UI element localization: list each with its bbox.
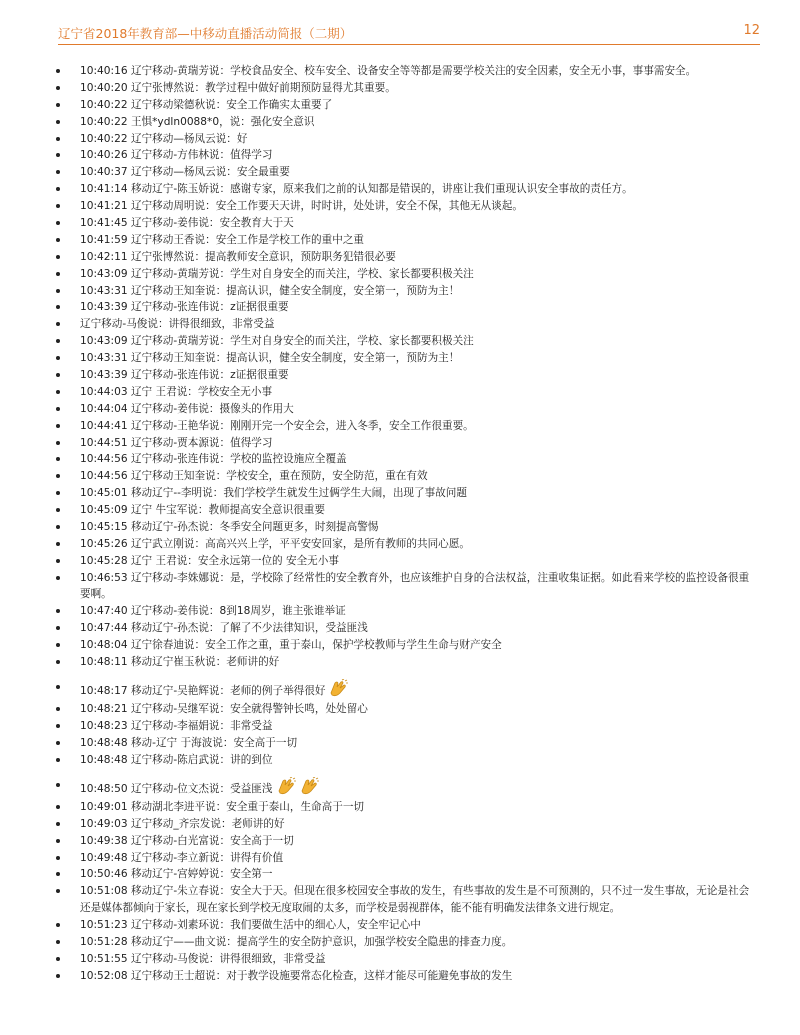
list-item: 10:43:39 辽宁移动-张连伟说：z证据很重要 [56,367,756,384]
list-item: 10:41:21 辽宁移动周明说：安全工作要天天讲，时时讲，处处讲，安全不保，其他无从谈起。 [56,198,756,215]
list-item: 10:40:22 辽宁移动梁德秋说：安全工作确实太重要了 [56,97,756,114]
bullet [56,525,60,529]
list-item: 10:44:41 辽宁移动-王艳华说：刚刚开完一个安全会，进入冬季，安全工作很重要。 [56,418,756,435]
list-item: 10:41:59 辽宁移动王香说：安全工作是学校工作的重中之重 [56,232,756,249]
list-item: 10:48:21 辽宁移动-吴继军说：安全就得警钟长鸣，处处留心 [56,701,756,718]
bullet [56,390,60,394]
bullet [56,559,60,563]
list-item: 10:47:40 辽宁移动-姜伟说：8到18周岁，谁主张谁举证 [56,603,756,620]
bullet [56,322,60,326]
bullet [56,889,60,893]
bullet [56,339,60,343]
bullet [56,187,60,191]
bullet [56,170,60,174]
bullet [56,643,60,647]
list-item: 10:48:48 辽宁移动-陈启武说：讲的到位 [56,752,756,769]
list-item: 10:44:56 辽宁移动-张连伟说：学校的监控设施应全覆盖 [56,451,756,468]
bullet [56,272,60,276]
list-item: 10:40:22 辽宁移动—杨凤云说：好 [56,131,756,148]
bullet [56,153,60,157]
list-item: 10:48:04 辽宁徐春迪说：安全工作之重，重于泰山，保护学校教师与学生生命与财产安全 [56,637,756,654]
list-item: 10:41:14 移动辽宁-陈玉娇说：感谢专家，原来我们之前的认知都是错误的，讲座让我们重现认识安全事故的责任方。 [56,181,756,198]
list-item: 10:44:56 辽宁移动王知奎说：学校安全，重在预防，安全防范，重在有效 [56,468,756,485]
list-item: 10:45:28 辽宁 王君说：安全永远第一位的 安全无小事 [56,553,756,570]
bullet [56,221,60,225]
bullet [56,940,60,944]
bullet [56,822,60,826]
list-item: 10:41:45 辽宁移动-姜伟说：安全教育大于天 [56,215,756,232]
header-title: 辽宁省2018年教育部—中移动直播活动简报（二期） [58,26,353,41]
list-item: 10:45:01 移动辽宁--李明说：我们学校学生就发生过俩学生大闹，出现了事故问题 [56,485,756,502]
list-item: 10:49:38 辽宁移动-白光富说：安全高于一切 [56,833,756,850]
list-item: 10:43:09 辽宁移动-黄瑞芳说：学生对自身安全的而关注，学校、家长都要积极关注 [56,333,756,350]
list-item: 10:40:20 辽宁张博然说：教学过程中做好前期预防显得尤其重要。 [56,80,756,97]
list-item: 10:40:22 王惧*ydln0088*0，说：强化安全意识 [56,114,756,131]
bullet [56,491,60,495]
bullet [56,407,60,411]
bullet [56,86,60,90]
list-item: 10:52:08 辽宁移动王士超说：对于教学设施要常态化检查，这样才能尽可能避免事故的发生 [56,968,756,985]
bullet [56,783,60,787]
bullet [56,856,60,860]
list-item: 10:43:31 辽宁移动王知奎说：提高认识，健全安全制度，安全第一，预防为主！ [56,350,756,367]
chat-log-list [56,63,756,984]
bullet [56,424,60,428]
list-item: 10:43:31 辽宁移动王知奎说：提高认识，健全安全制度，安全第一，预防为主！ [56,283,756,300]
bullet [56,441,60,445]
list-item: 10:40:16 辽宁移动-黄瑞芳说：学校食品安全、校车安全、设备安全等等都是需要学校关注的安全因素，安全无小事，事事需安全。 [56,63,756,80]
bullet [56,137,60,141]
list-item: 10:44:51 辽宁移动-贾本源说：值得学习 [56,435,756,452]
bullet [56,356,60,360]
list-item: 10:49:48 辽宁移动-李立新说：讲得有价值 [56,850,756,867]
bullet [56,238,60,242]
bullet [56,724,60,728]
list-item: 10:48:23 辽宁移动-李福娟说：非常受益 [56,718,756,735]
list-item: 10:51:23 辽宁移动-刘素环说：我们要做生活中的细心人，安全牢记心中 [56,917,756,934]
list-item: 10:49:03 辽宁移动_齐宗发说：老师讲的好 [56,816,756,833]
bullet [56,609,60,613]
bullet [56,255,60,259]
list-item: 10:43:39 辽宁移动-张连伟说：z证据很重要 [56,299,756,316]
bullet [56,204,60,208]
list-item: 10:42:11 辽宁张博然说：提高教师安全意识，预防职务犯错很必要 [56,249,756,266]
bullet [56,373,60,377]
bullet [56,120,60,124]
list-item: 10:40:26 辽宁移动-方伟林说：值得学习 [56,147,756,164]
list-item: 10:48:11 移动辽宁崔玉秋说：老师讲的好 [56,654,756,671]
bullet [56,69,60,73]
bullet [56,872,60,876]
clapping-hands-icon [299,777,319,795]
list-item: 10:45:09 辽宁 牛宝军说：教师提高安全意识很重要 [56,502,756,519]
list-item: 10:48:48 移动-辽宁 于海波说：安全高于一切 [56,735,756,752]
bullet [56,660,60,664]
list-item: 10:44:04 辽宁移动-姜伟说：摄像头的作用大 [56,401,756,418]
bullet [56,923,60,927]
bullet [56,741,60,745]
bullet [56,957,60,961]
list-item: 10:50:46 移动辽宁-宫婷婷说：安全第一 [56,866,756,883]
list-item: 10:51:28 移动辽宁——曲文说：提高学生的安全防护意识，加强学校安全隐患的排查力度。 [56,934,756,951]
bullet [56,289,60,293]
bullet [56,457,60,461]
clapping-hands-icon [328,679,348,697]
bullet [56,103,60,107]
bullet [56,474,60,478]
page-number: 12 [743,23,760,38]
bullet [56,542,60,546]
list-item: 10:46:53 辽宁移动-李姝娜说：是，学校除了经常性的安全教育外，也应该维护自身的合法权益，注重收集证据。如此看来学校的监控设备很重要啊。 [56,570,756,603]
list-item: 10:51:08 移动辽宁-朱立春说：安全大于天。但现在很多校园安全事故的发生，有些事故的发生是不可预测的，只不过一发生事故，无论是社会还是媒体都倾向于家长，现在家长到学校无度取闹的太多，而学校是弱视群体，能不能有明确发法律条文进行规定。 [56,883,756,916]
bullet [56,805,60,809]
list-item: 10:44:03 辽宁 王君说：学校安全无小事 [56,384,756,401]
list-item: 10:43:09 辽宁移动-黄瑞芳说：学生对自身安全的而关注，学校、家长都要积极关注 [56,266,756,283]
bullet [56,685,60,689]
bullet [56,839,60,843]
list-item: 10:48:17 移动辽宁-吴艳辉说：老师的例子举得很好 [56,679,756,700]
bullet [56,305,60,309]
bullet [56,576,60,580]
list-item: 10:49:01 移动湖北李进平说：安全重于泰山，生命高于一切 [56,799,756,816]
page-header [58,20,760,45]
list-item: 10:45:15 移动辽宁-孙杰说：冬季安全问题更多，时刻提高警惕 [56,519,756,536]
list-item: 10:45:26 辽宁武立刚说：高高兴兴上学，平平安安回家，是所有教师的共同心愿。 [56,536,756,553]
bullet [56,508,60,512]
bullet [56,974,60,978]
list-item: 10:40:37 辽宁移动—杨凤云说：安全最重要 [56,164,756,181]
clapping-hands-icon [276,777,296,795]
list-item: 辽宁移动-马俊说：讲得很细致，非常受益 [56,316,756,333]
bullet [56,626,60,630]
bullet [56,758,60,762]
bullet [56,707,60,711]
list-item: 10:48:50 辽宁移动-位文杰说：受益匪浅 [56,777,756,798]
list-item: 10:47:44 移动辽宁-孙杰说：了解了不少法律知识，受益匪浅 [56,620,756,637]
list-item: 10:51:55 辽宁移动-马俊说：讲得很细致，非常受益 [56,951,756,968]
